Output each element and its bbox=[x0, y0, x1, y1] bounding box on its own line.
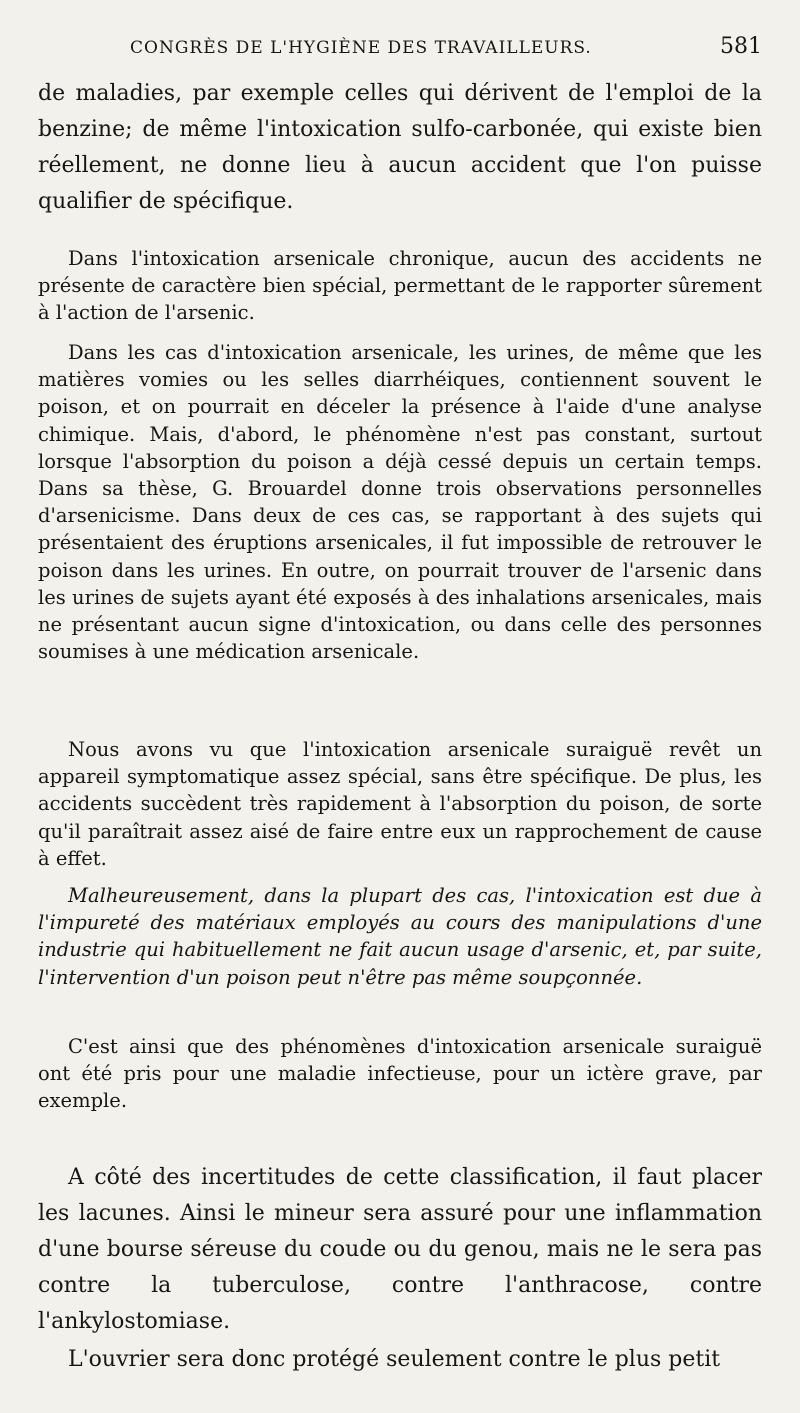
paragraph-block-2 bbox=[38, 245, 762, 327]
paragraph-suraigue: Nous avons vu que l'intoxication arsenicale suraiguë revêt un appareil symptomatique assez spécial, sans être spécifique. De plus, les accidents succèdent très rapidement à l'absorption du poison, de sorte qu'il paraîtrait assez aisé de faire entre eux un rapprochement de cause à effet. bbox=[38, 738, 762, 870]
paragraph-ictere: C'est ainsi que des phénomènes d'intoxication arsenicale suraiguë ont été pris pour une maladie infectieuse, pour un ictère grave, par exemple. bbox=[38, 1035, 762, 1113]
paragraph-block-8 bbox=[38, 1342, 762, 1378]
paragraph-lacunes: A côté des incertitudes de cette classification, il faut placer les lacunes. Ainsi le mineur sera assuré pour une inflammation d'une bourse séreuse du coude ou du genou, mais ne le sera pas contre la tuberculose, contre l'anthracose, contre l'ankylostomiase. bbox=[38, 1165, 762, 1334]
paragraph-chronic: Dans l'intoxication arsenicale chronique, aucun des accidents ne présente de caractère bien spécial, permettant de le rapporter sûrement à l'action de l'arsenic. bbox=[38, 247, 762, 325]
paragraph-last: L'ouvrier sera donc protégé seulement contre le plus petit bbox=[68, 1347, 721, 1372]
paragraph-block-3 bbox=[38, 339, 762, 665]
paragraph-continuation: de maladies, par exemple celles qui dérivent de l'emploi de la benzine; de même l'intoxication sulfo-carbonée, qui existe bien réellement, ne donne lieu à aucun accident que l'on puisse qualifier de spécifique. bbox=[38, 81, 762, 214]
page-number: 581 bbox=[720, 34, 762, 59]
running-title: CONGRÈS DE L'HYGIÈNE DES TRAVAILLEURS. bbox=[130, 38, 592, 58]
paragraph-block-1 bbox=[38, 76, 762, 220]
paragraph-block-5 bbox=[38, 882, 762, 991]
paragraph-block-7 bbox=[38, 1160, 762, 1340]
paragraph-italic: Malheureusement, dans la plupart des cas, l'intoxication est due à l'impureté des matériaux employés au cours des manipulations d'une industrie qui habituellement ne fait aucun usage d'arsenic, et, par suite, l'intervention d'un poison peut n'être pas même soupçonnée. bbox=[38, 884, 762, 989]
paragraph-urines: Dans les cas d'intoxication arsenicale, les urines, de même que les matières vomies ou les selles diarrhéiques, contiennent souvent le poison, et on pourrait en déceler la présence à l'aide d'une analyse chimique. Mais, d'abord, le phénomène n'est pas constant, surtout lorsque l'absorption du poison a déjà cessé depuis un certain temps. Dans sa thèse, G. Brouardel donne trois observations personnelles d'arsenicisme. Dans deux de ces cas, se rapportant à des sujets qui présentaient des éruptions arsenicales, il fut impossible de retrouver le poison dans les urines. En outre, on pourrait trouver de l'arsenic dans les urines de sujets ayant été exposés à des inhalations arsenicales, mais ne présentant aucun signe d'intoxication, ou dans celle des personnes soumises à une médication arsenicale. bbox=[38, 341, 762, 664]
running-header bbox=[38, 34, 762, 74]
paragraph-block-4 bbox=[38, 736, 762, 872]
paragraph-block-6 bbox=[38, 1033, 762, 1115]
